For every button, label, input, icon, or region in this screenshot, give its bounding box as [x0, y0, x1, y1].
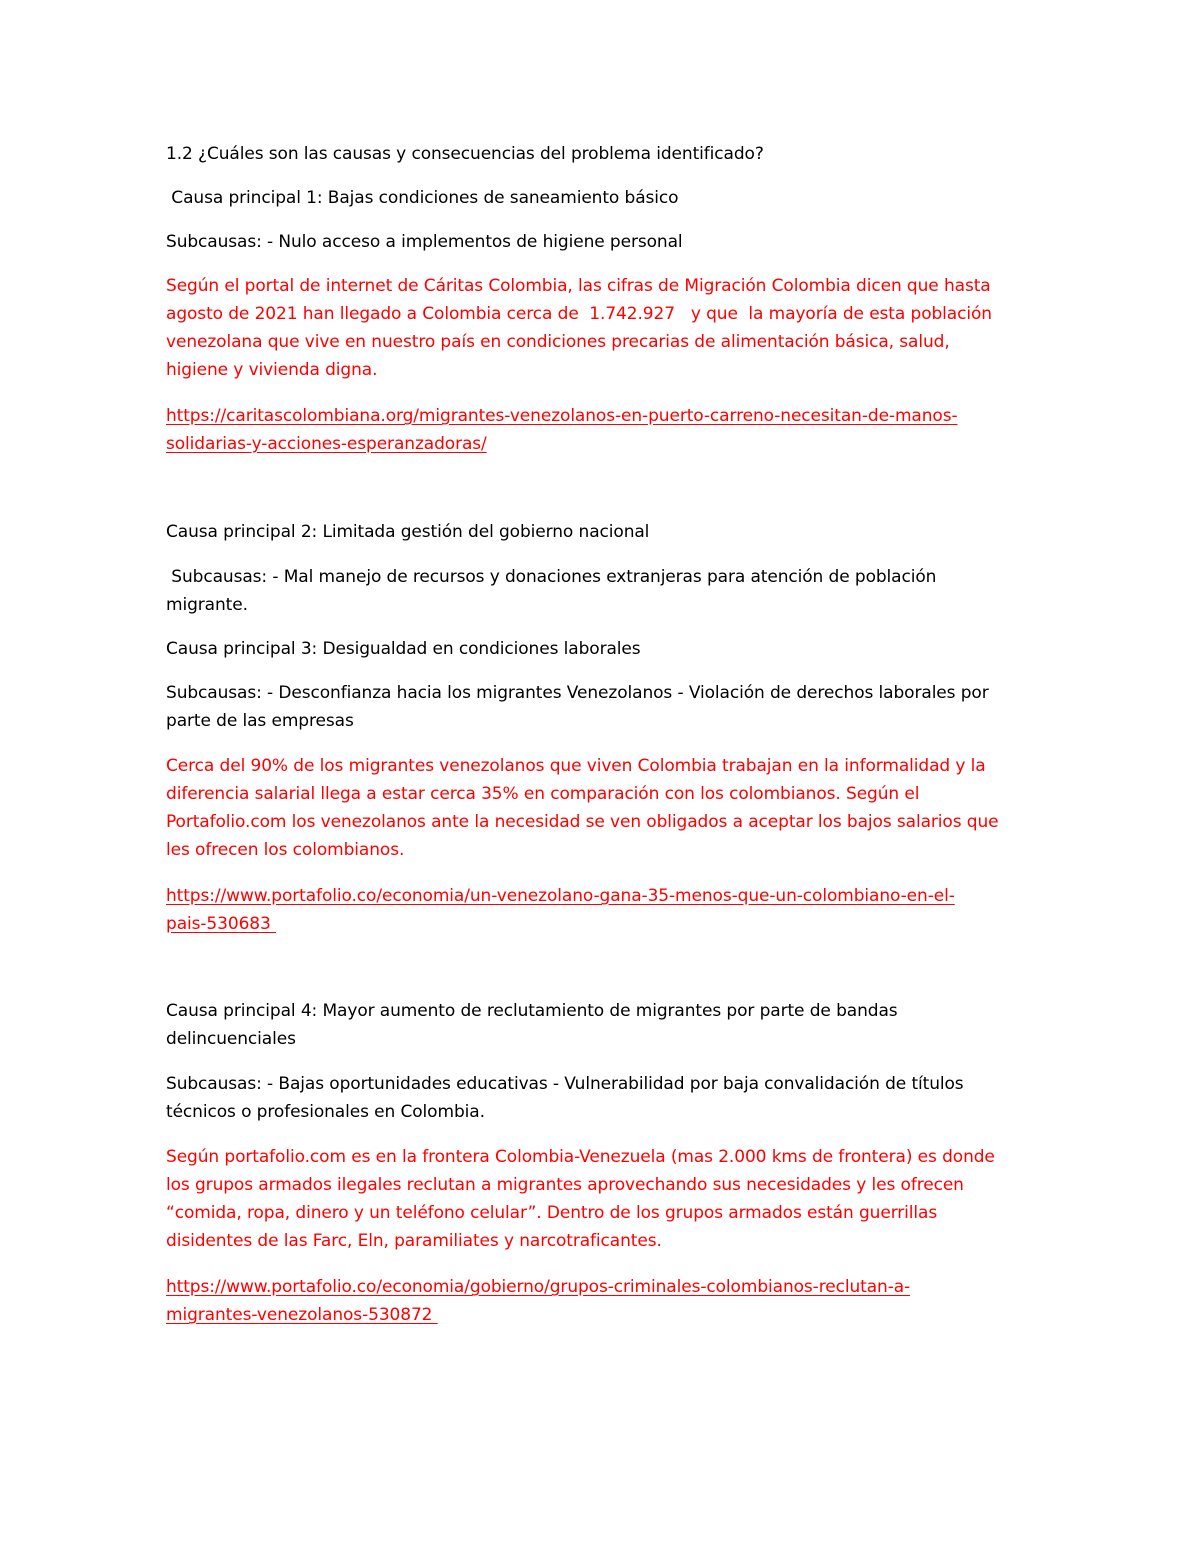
question-heading: [166, 140, 1046, 168]
cause-1-note-line: agosto de 2021 han llegado a Colombia cerca de 1.742.927 y que la mayoría de esta población: [166, 304, 992, 324]
cause-1-source-link[interactable]: [166, 402, 1046, 458]
cause-1-subcauses-text: Subcausas: - Nulo acceso a implementos de higiene personal: [166, 232, 683, 252]
cause-3-note-line: diferencia salarial llega a estar cerca 35% en comparación con los colombianos. Según el: [166, 784, 920, 804]
cause-4-subcauses-line: técnicos o profesionales en Colombia.: [166, 1102, 485, 1122]
cause-2-title: [166, 518, 1046, 546]
cause-2-subcauses: [166, 563, 1046, 619]
cause-4-title-line: delincuenciales: [166, 1029, 296, 1049]
cause-3-note-line: Portafolio.com los venezolanos ante la necesidad se ven obligados a aceptar los bajos salarios que: [166, 812, 999, 832]
cause-4-note-line: los grupos armados ilegales reclutan a migrantes aprovechando sus necesidades y les ofrecen: [166, 1175, 964, 1195]
cause-1-note-line: Según el portal de internet de Cáritas Colombia, las cifras de Migración Colombia dicen que hasta: [166, 276, 991, 296]
cause-2-subcauses-line: Subcausas: - Mal manejo de recursos y donaciones extranjeras para atención de población: [166, 567, 937, 587]
cause-3-link-line[interactable]: pais-530683: [166, 914, 277, 934]
cause-1-subcauses: [166, 228, 1046, 256]
cause-1-link-line[interactable]: https://caritascolombiana.org/migrantes-venezolanos-en-puerto-carreno-necesitan-de-manos-: [166, 406, 958, 426]
cause-4-note-line: disidentes de las Farc, Eln, paramiliates y narcotraficantes.: [166, 1231, 662, 1251]
question-text: 1.2 ¿Cuáles son las causas y consecuencias del problema identificado?: [166, 144, 764, 164]
cause-4-note-line: “comida, ropa, dinero y un teléfono celular”. Dentro de los grupos armados están guerrillas: [166, 1203, 938, 1223]
cause-4-subcauses-line: Subcausas: - Bajas oportunidades educativas - Vulnerabilidad por baja convalidación de títulos: [166, 1074, 964, 1094]
cause-3-note-line: Cerca del 90% de los migrantes venezolanos que viven Colombia trabajan en la informalidad y la: [166, 756, 986, 776]
cause-2-title-text: Causa principal 2: Limitada gestión del gobierno nacional: [166, 522, 650, 542]
cause-1-title: [166, 184, 1046, 212]
cause-3-link-line[interactable]: https://www.portafolio.co/economia/un-venezolano-gana-35-menos-que-un-colombiano-en-el-: [166, 886, 955, 906]
cause-4-title-line: Causa principal 4: Mayor aumento de reclutamiento de migrantes por parte de bandas: [166, 1001, 898, 1021]
cause-4-link-line[interactable]: migrantes-venezolanos-530872: [166, 1305, 438, 1325]
cause-1-note-line: venezolana que vive en nuestro país en condiciones precarias de alimentación básica, salud,: [166, 332, 950, 352]
cause-3-subcauses: [166, 679, 1046, 735]
cause-1-note-line: higiene y vivienda digna.: [166, 360, 378, 380]
cause-1-title-text: Causa principal 1: Bajas condiciones de saneamiento básico: [166, 188, 679, 208]
cause-3-subcauses-line: Subcausas: - Desconfianza hacia los migrantes Venezolanos - Violación de derechos laborales por: [166, 683, 989, 703]
cause-3-subcauses-line: parte de las empresas: [166, 711, 354, 731]
cause-1-link-line[interactable]: solidarias-y-acciones-esperanzadoras/: [166, 434, 487, 454]
cause-1-note: [166, 272, 1046, 384]
cause-4-note-line: Según portafolio.com es en la frontera Colombia-Venezuela (mas 2.000 kms de frontera) es donde: [166, 1147, 995, 1167]
cause-4-source-link[interactable]: [166, 1273, 1046, 1329]
cause-4-note: [166, 1143, 1046, 1255]
cause-3-title: [166, 635, 1046, 663]
cause-3-note-line: les ofrecen los colombianos.: [166, 840, 405, 860]
cause-4-title: [166, 997, 1046, 1053]
cause-4-subcauses: [166, 1070, 1046, 1126]
cause-4-link-line[interactable]: https://www.portafolio.co/economia/gobierno/grupos-criminales-colombianos-reclutan-a-: [166, 1277, 911, 1297]
cause-3-note: [166, 752, 1046, 864]
cause-2-subcauses-line: migrante.: [166, 595, 248, 615]
cause-3-title-text: Causa principal 3: Desigualdad en condiciones laborales: [166, 639, 641, 659]
cause-3-source-link[interactable]: [166, 882, 1046, 938]
